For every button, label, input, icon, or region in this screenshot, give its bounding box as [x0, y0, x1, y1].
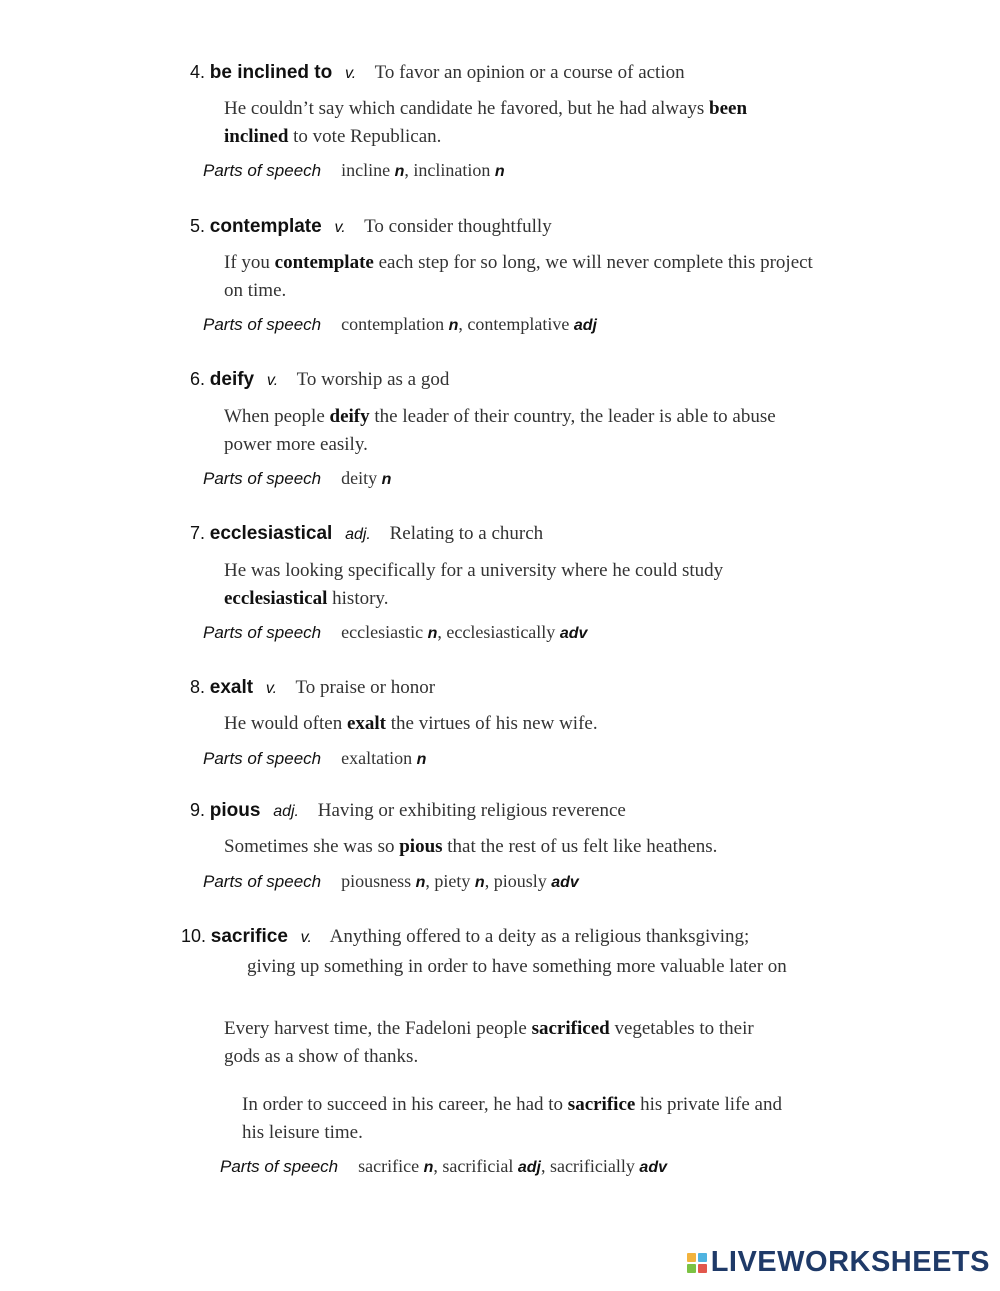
entry-number: 9. — [190, 800, 206, 820]
entry-pos: v. — [266, 372, 279, 389]
derived-form-tag: adv — [559, 625, 588, 642]
derived-form: contemplation — [341, 314, 449, 334]
liveworksheets-mark-icon — [687, 1253, 707, 1273]
entry-number: 7. — [190, 523, 206, 543]
derived-form: sacrificially — [549, 1156, 640, 1176]
derived-form: inclination — [413, 160, 495, 180]
entry-number: 10. — [181, 926, 207, 946]
parts-of-speech-label: Parts of speech — [203, 872, 322, 891]
entry-parts-of-speech — [203, 314, 597, 335]
separator: , — [425, 871, 435, 891]
entry-headline — [190, 369, 449, 391]
derived-form-tag: n — [448, 317, 459, 334]
entry-pos: v. — [344, 65, 357, 82]
separator: , — [404, 160, 414, 180]
entry-word: ecclesiastical — [209, 523, 333, 544]
parts-of-speech-label: Parts of speech — [203, 161, 322, 180]
example-keyword: ecclesiastical — [224, 588, 328, 609]
derived-form: deity — [341, 468, 382, 488]
entry-example: Sometimes she was so pious that the rest of us felt like heathens. — [224, 836, 718, 857]
entry-word: deify — [209, 369, 255, 390]
example-keyword: exalt — [346, 713, 386, 734]
derived-form-tag: n — [427, 625, 438, 642]
entry-definition: Relating to a church — [389, 523, 544, 544]
entry-parts-of-speech — [203, 160, 505, 181]
entry-example: If you contemplate each step for so long, we will never complete this project on time. — [224, 252, 813, 301]
parts-of-speech-label: Parts of speech — [203, 623, 322, 642]
derived-form-tag: n — [494, 163, 505, 180]
derived-form: sacrifice — [358, 1156, 424, 1176]
entry-parts-of-speech — [203, 468, 391, 489]
derived-form: sacrificial — [442, 1156, 518, 1176]
separator: , — [433, 1156, 443, 1176]
entry-example: When people deify the leader of their country, the leader is able to abuse power more easily. — [224, 406, 776, 455]
entry-number: 4. — [190, 62, 206, 82]
entry-definition-continued: giving up something in order to have something more valuable later on — [247, 956, 787, 977]
liveworksheets-logo — [687, 1246, 990, 1279]
entry-headline — [181, 926, 749, 948]
derived-form: incline — [341, 160, 395, 180]
example-keyword: sacrifice — [567, 1094, 636, 1115]
derived-form-tag: n — [423, 1159, 434, 1176]
entry-headline — [190, 800, 626, 822]
separator: , — [540, 1156, 550, 1176]
entry-parts-of-speech — [220, 1156, 667, 1177]
separator: , — [458, 314, 468, 334]
separator: , — [437, 622, 447, 642]
derived-form-tag: adv — [551, 874, 579, 891]
entry-example: He would often exalt the virtues of his new wife. — [224, 713, 598, 734]
derived-form-tag: adj — [573, 317, 597, 334]
entry-number: 6. — [190, 369, 206, 389]
entry-example: He couldn’t say which candidate he favored, but he had always been inclined to vote Republican. — [224, 98, 748, 147]
parts-of-speech-label: Parts of speech — [220, 1157, 339, 1176]
entry-example: In order to succeed in his career, he had to sacrifice his private life and his leisure time. — [242, 1094, 782, 1143]
separator: , — [484, 871, 494, 891]
entry-parts-of-speech — [203, 748, 426, 769]
entry-headline — [190, 62, 685, 84]
example-keyword: deify — [329, 406, 370, 427]
parts-of-speech-label: Parts of speech — [203, 315, 322, 334]
derived-form-tag: n — [394, 163, 405, 180]
entry-definition: To consider thoughtfully — [364, 216, 552, 237]
derived-form-tag: n — [416, 751, 427, 768]
derived-form-tag: n — [474, 874, 485, 891]
entry-headline — [190, 677, 435, 699]
entry-pos: v. — [300, 929, 312, 946]
entry-definition: To worship as a god — [296, 369, 450, 390]
derived-form: piousness — [341, 871, 416, 891]
derived-form: piously — [493, 871, 552, 891]
derived-form-tag: adj — [517, 1159, 541, 1176]
entry-number: 5. — [190, 216, 206, 236]
derived-form: ecclesiastically — [446, 622, 560, 642]
entry-example: Every harvest time, the Fadeloni people sacrificed vegetables to their gods as a show of thanks. — [224, 1018, 754, 1067]
liveworksheets-wordmark: LIVEWORKSHEETS — [710, 1246, 990, 1278]
entry-definition: To favor an opinion or a course of action — [374, 62, 685, 83]
entry-word: be inclined to — [209, 62, 333, 83]
entry-definition: To praise or honor — [295, 677, 436, 698]
entry-word: sacrifice — [210, 926, 288, 947]
entry-pos: v. — [265, 680, 278, 697]
entry-word: pious — [209, 800, 261, 821]
entry-headline — [190, 216, 552, 238]
example-keyword: been inclined — [224, 98, 748, 147]
example-keyword: pious — [399, 836, 443, 857]
derived-form: piety — [434, 871, 475, 891]
entry-word: contemplate — [209, 216, 322, 237]
entry-example: He was looking specifically for a university where he could study ecclesiastical history. — [224, 560, 724, 609]
derived-form-tag: adv — [639, 1159, 667, 1176]
derived-form: contemplative — [467, 314, 574, 334]
entry-pos: adj. — [273, 803, 299, 820]
example-keyword: contemplate — [274, 252, 374, 273]
derived-form: ecclesiastic — [341, 622, 428, 642]
entry-definition: Having or exhibiting religious reverence — [317, 800, 626, 821]
entry-number: 8. — [190, 677, 206, 697]
entry-headline — [190, 523, 543, 545]
entry-pos: adj. — [345, 526, 371, 543]
entry-parts-of-speech — [203, 871, 579, 892]
derived-form: exaltation — [341, 748, 417, 768]
entry-definition: Anything offered to a deity as a religious thanksgiving; — [329, 926, 750, 947]
parts-of-speech-label: Parts of speech — [203, 749, 322, 768]
parts-of-speech-label: Parts of speech — [203, 469, 322, 488]
example-keyword: sacrificed — [531, 1018, 610, 1039]
derived-form-tag: n — [381, 471, 392, 488]
entry-pos: v. — [334, 219, 346, 236]
entry-parts-of-speech — [203, 622, 587, 643]
derived-form-tag: n — [415, 874, 426, 891]
entry-word: exalt — [209, 677, 254, 698]
